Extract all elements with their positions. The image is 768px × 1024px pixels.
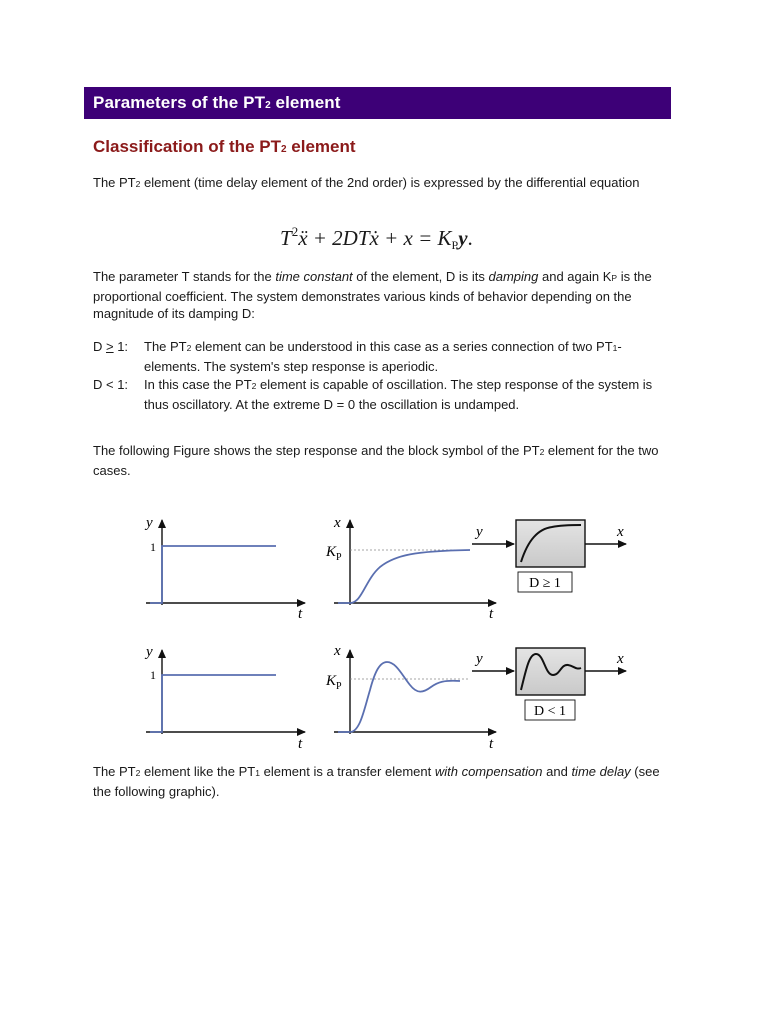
condition-d-lt-1: D < 1 (533, 704, 567, 719)
case-text: The PT2 element can be understood in this case as a series connection of two PT1-elements. The system's step response is aperiodic. (144, 339, 622, 374)
t-axis-label: t (298, 606, 303, 622)
kp-label: $K_P$ (326, 544, 342, 563)
block-input-label: y (476, 651, 483, 667)
oscillatory-response-curve (338, 662, 460, 732)
top-output-aperiodic-plot (325, 515, 496, 622)
block-input-label: y (476, 524, 483, 540)
parameter-paragraph: The parameter T stands for the time constant of the element, D is its damping and again KP is the proportional coefficient. The system demonstrates various kinds of behavior depending on the magnitude of its damping D: (93, 269, 652, 321)
step-input-curve (150, 675, 276, 732)
t-axis-label: t (489, 606, 494, 622)
intro-paragraph: The PT2 element (time delay element of the 2nd order) is expressed by the differential equation (93, 175, 640, 190)
block-output-label: x (617, 651, 624, 667)
case-key: D > 1: (93, 339, 129, 354)
case-aperiodic (93, 338, 673, 375)
section-heading: Classification of the PT2 element (93, 137, 356, 156)
t-axis-label: t (298, 736, 303, 752)
differential-equation: $T^2ẍ$ + 2DTẋ + x = KPy. (280, 224, 473, 252)
section-banner (84, 87, 671, 119)
level-one-label: 1 (150, 668, 156, 682)
t-axis-label: t (489, 736, 494, 752)
condition-d-ge-1: D ≥ 1 (529, 576, 561, 591)
case-key: D < 1: (93, 377, 129, 392)
case-oscillatory (93, 376, 673, 413)
aperiodic-response-curve (338, 550, 470, 603)
case-text: In this case the PT2 element is capable of oscillation. The step response of the system is thus oscillatory. At the extreme D = 0 the oscillation is undamped. (144, 377, 653, 412)
x-axis-label: x (334, 643, 341, 659)
step-response-figure (140, 505, 640, 755)
y-axis-label: y (146, 644, 153, 660)
figure-intro-paragraph: The following Figure shows the step response and the block symbol of the PT2 element for the two cases. (93, 443, 659, 478)
block-output-label: x (617, 524, 624, 540)
bottom-input-step-plot (144, 644, 305, 752)
closing-paragraph: The PT2 element like the PT1 element is a transfer element with compensation and time delay (see the following graphic). (93, 764, 660, 799)
top-input-step-plot (144, 515, 305, 622)
bottom-block-symbol (472, 648, 626, 720)
banner-title: Parameters of the PT2 element (93, 93, 341, 112)
bottom-output-oscillatory-plot (325, 643, 496, 752)
x-axis-label: x (334, 515, 341, 531)
damping-cases (93, 338, 673, 414)
step-input-curve (150, 546, 276, 603)
level-one-label: 1 (150, 540, 156, 554)
top-block-symbol (472, 520, 626, 592)
kp-label: $K_P$ (326, 673, 342, 692)
y-axis-label: y (146, 515, 153, 531)
